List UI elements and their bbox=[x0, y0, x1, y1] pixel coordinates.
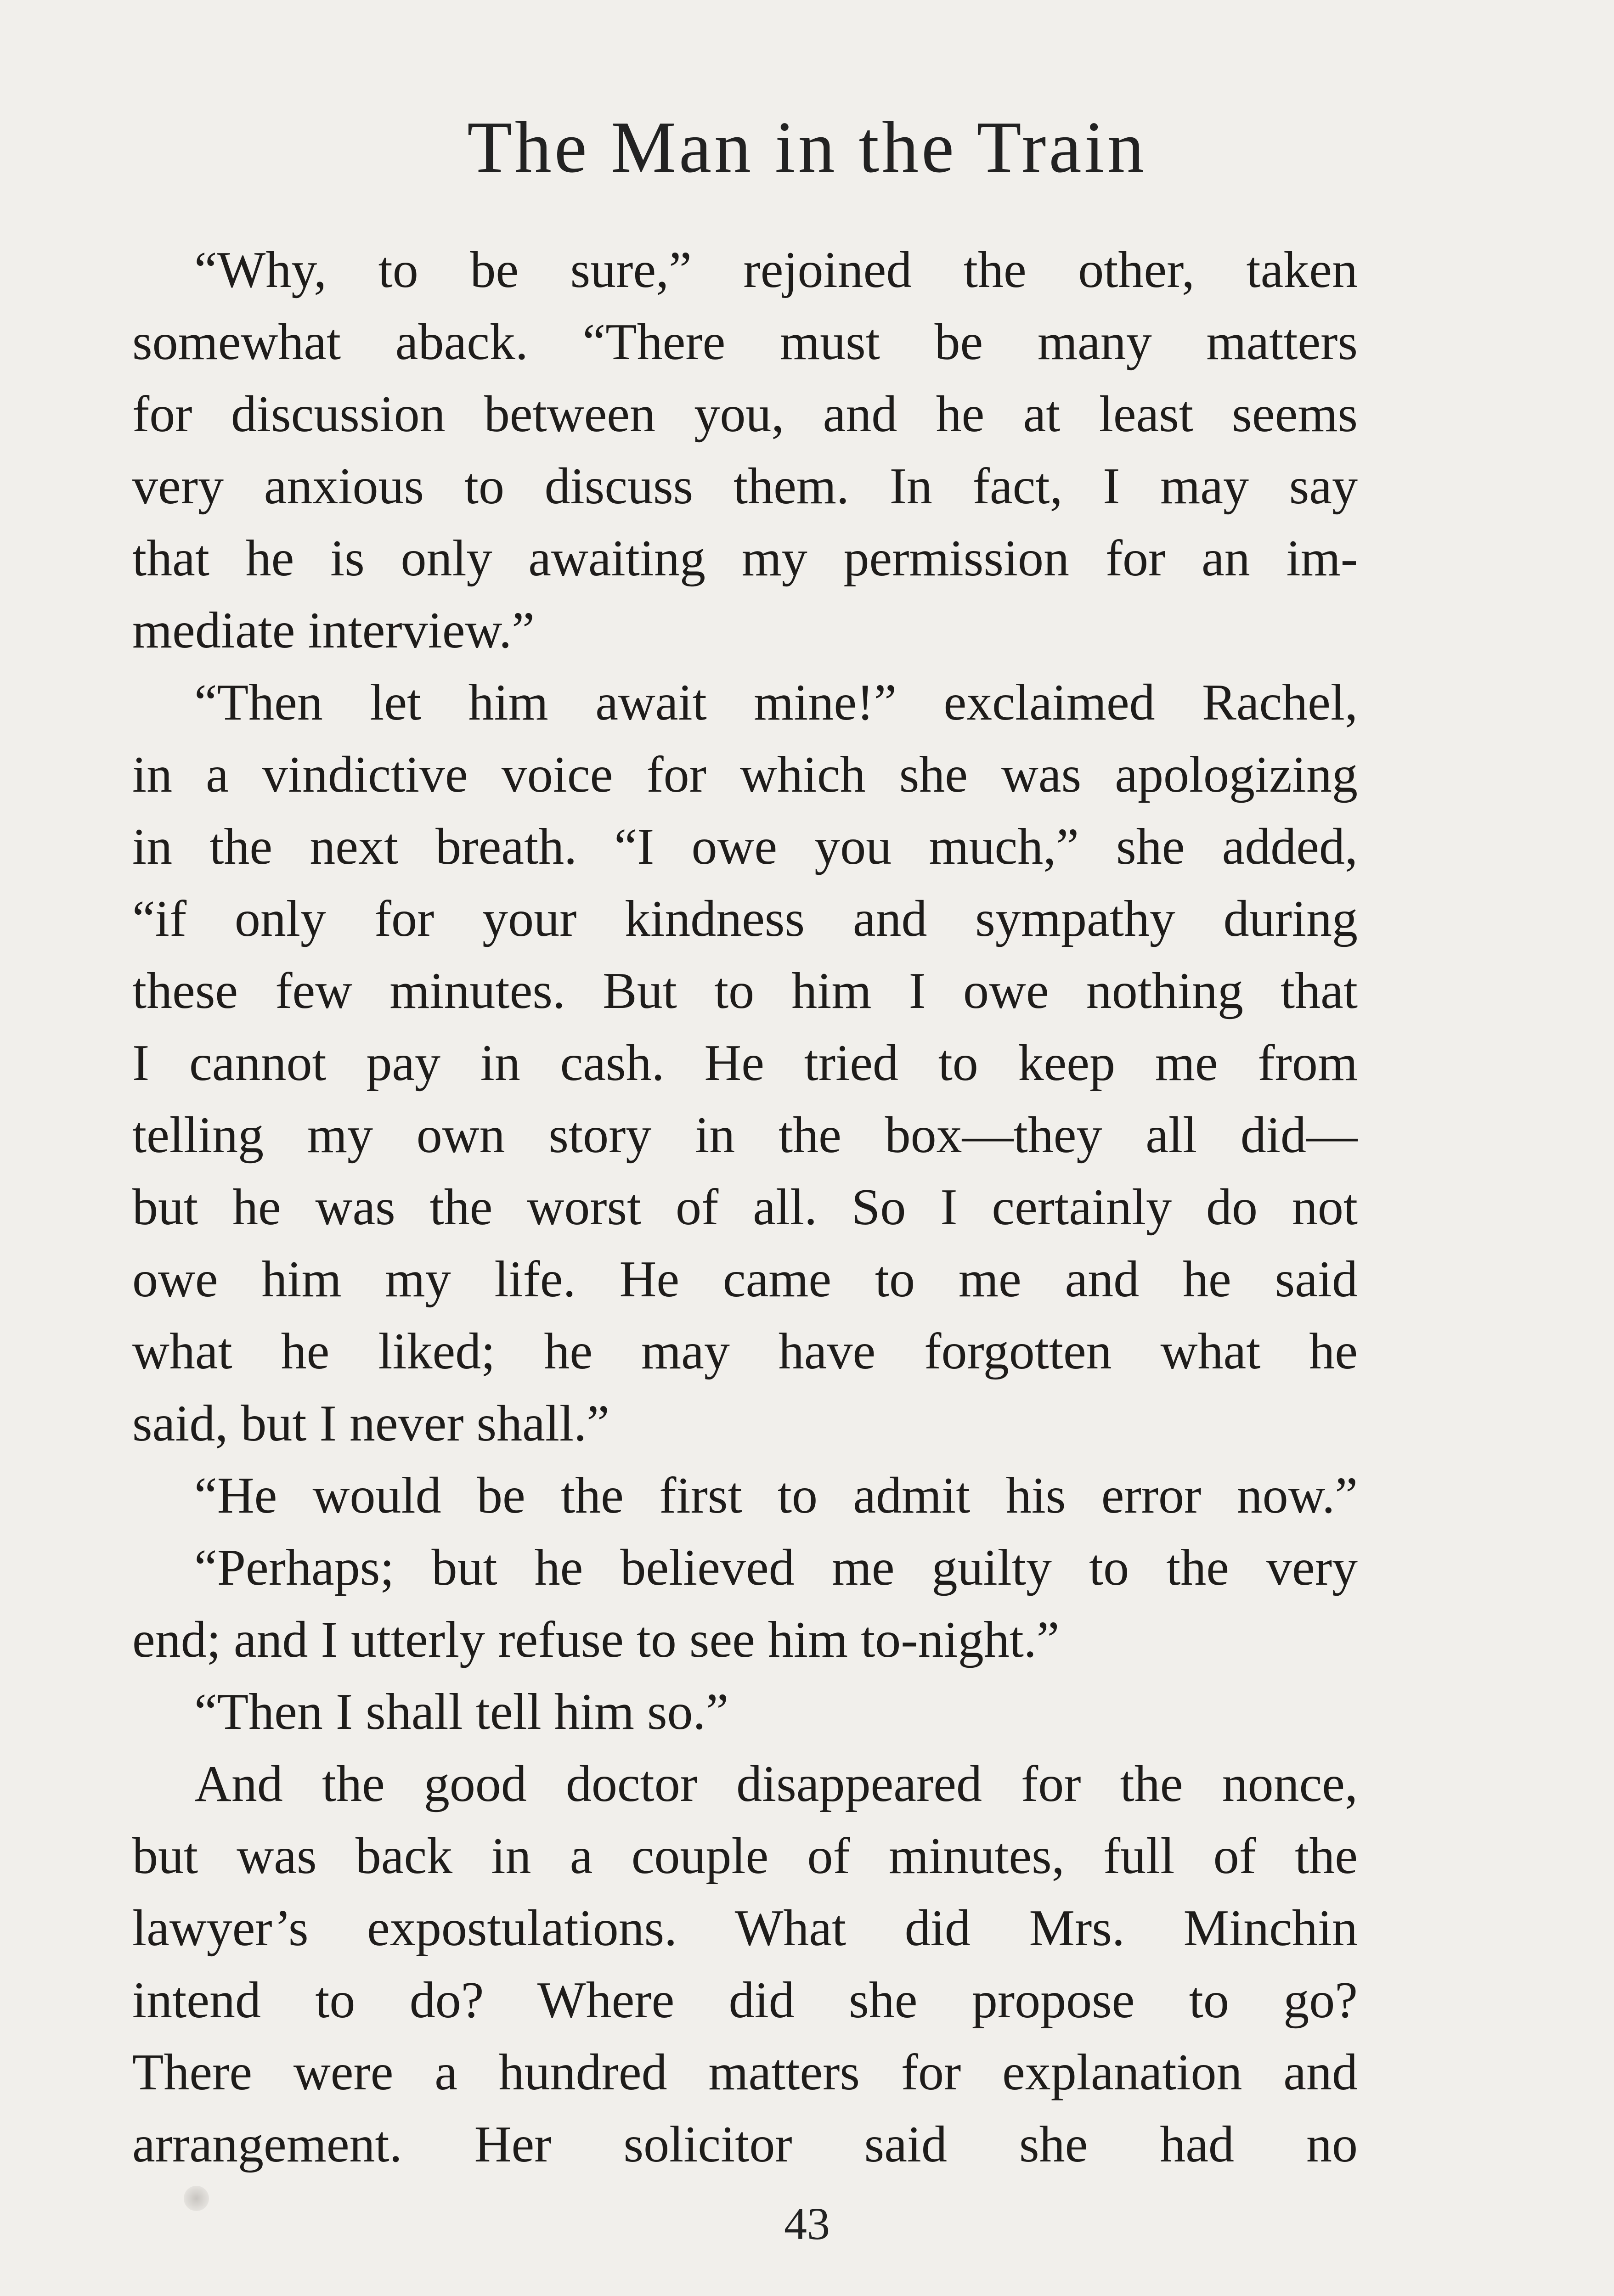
text-line: somewhat aback. “There must be many matters bbox=[132, 314, 1358, 371]
text-line: “if only for your kindness and sympathy during bbox=[132, 890, 1358, 947]
running-head: The Man in the Train bbox=[467, 106, 1147, 188]
text-line: but was back in a couple of minutes, full of the bbox=[132, 1828, 1358, 1885]
page-number: 43 bbox=[784, 2198, 830, 2249]
text-line: owe him my life. He came to me and he said bbox=[132, 1251, 1358, 1308]
text-line: said, but I never shall.” bbox=[132, 1395, 609, 1452]
text-line: what he liked; he may have forgotten what he bbox=[132, 1323, 1358, 1380]
text-line: intend to do? Where did she propose to go? bbox=[132, 1972, 1358, 2029]
text-line: arrangement. Her solicitor said she had no bbox=[132, 2116, 1358, 2173]
text-line: “Perhaps; but he believed me guilty to the very bbox=[194, 1539, 1358, 1596]
text-line: And the good doctor disappeared for the nonce, bbox=[194, 1756, 1358, 1812]
text-line: in the next breath. “I owe you much,” she added, bbox=[132, 818, 1358, 875]
text-line: “Then let him await mine!” exclaimed Rachel, bbox=[194, 674, 1358, 731]
text-line: mediate interview.” bbox=[132, 602, 535, 659]
text-line: lawyer’s expostulations. What did Mrs. Minchin bbox=[132, 1900, 1358, 1957]
text-line: but he was the worst of all. So I certainly do not bbox=[132, 1179, 1358, 1236]
text-line: that he is only awaiting my permission for an im- bbox=[132, 530, 1358, 587]
text-line: very anxious to discuss them. In fact, I may say bbox=[132, 458, 1358, 515]
text-line: for discussion between you, and he at least seems bbox=[132, 386, 1358, 443]
text-line: “He would be the first to admit his error now.” bbox=[194, 1467, 1358, 1524]
text-line: “Why, to be sure,” rejoined the other, taken bbox=[194, 242, 1358, 298]
text-line: “Then I shall tell him so.” bbox=[194, 1683, 729, 1740]
text-line: in a vindictive voice for which she was apologizing bbox=[132, 746, 1358, 803]
text-line: There were a hundred matters for explanation and bbox=[132, 2044, 1358, 2101]
text-line: these few minutes. But to him I owe nothing that bbox=[132, 962, 1358, 1019]
text-line: end; and I utterly refuse to see him to-night.” bbox=[132, 1611, 1060, 1668]
text-line: telling my own story in the box—they all did— bbox=[132, 1107, 1358, 1164]
body-text bbox=[132, 234, 1358, 2181]
text-line: I cannot pay in cash. He tried to keep me from bbox=[132, 1035, 1358, 1092]
